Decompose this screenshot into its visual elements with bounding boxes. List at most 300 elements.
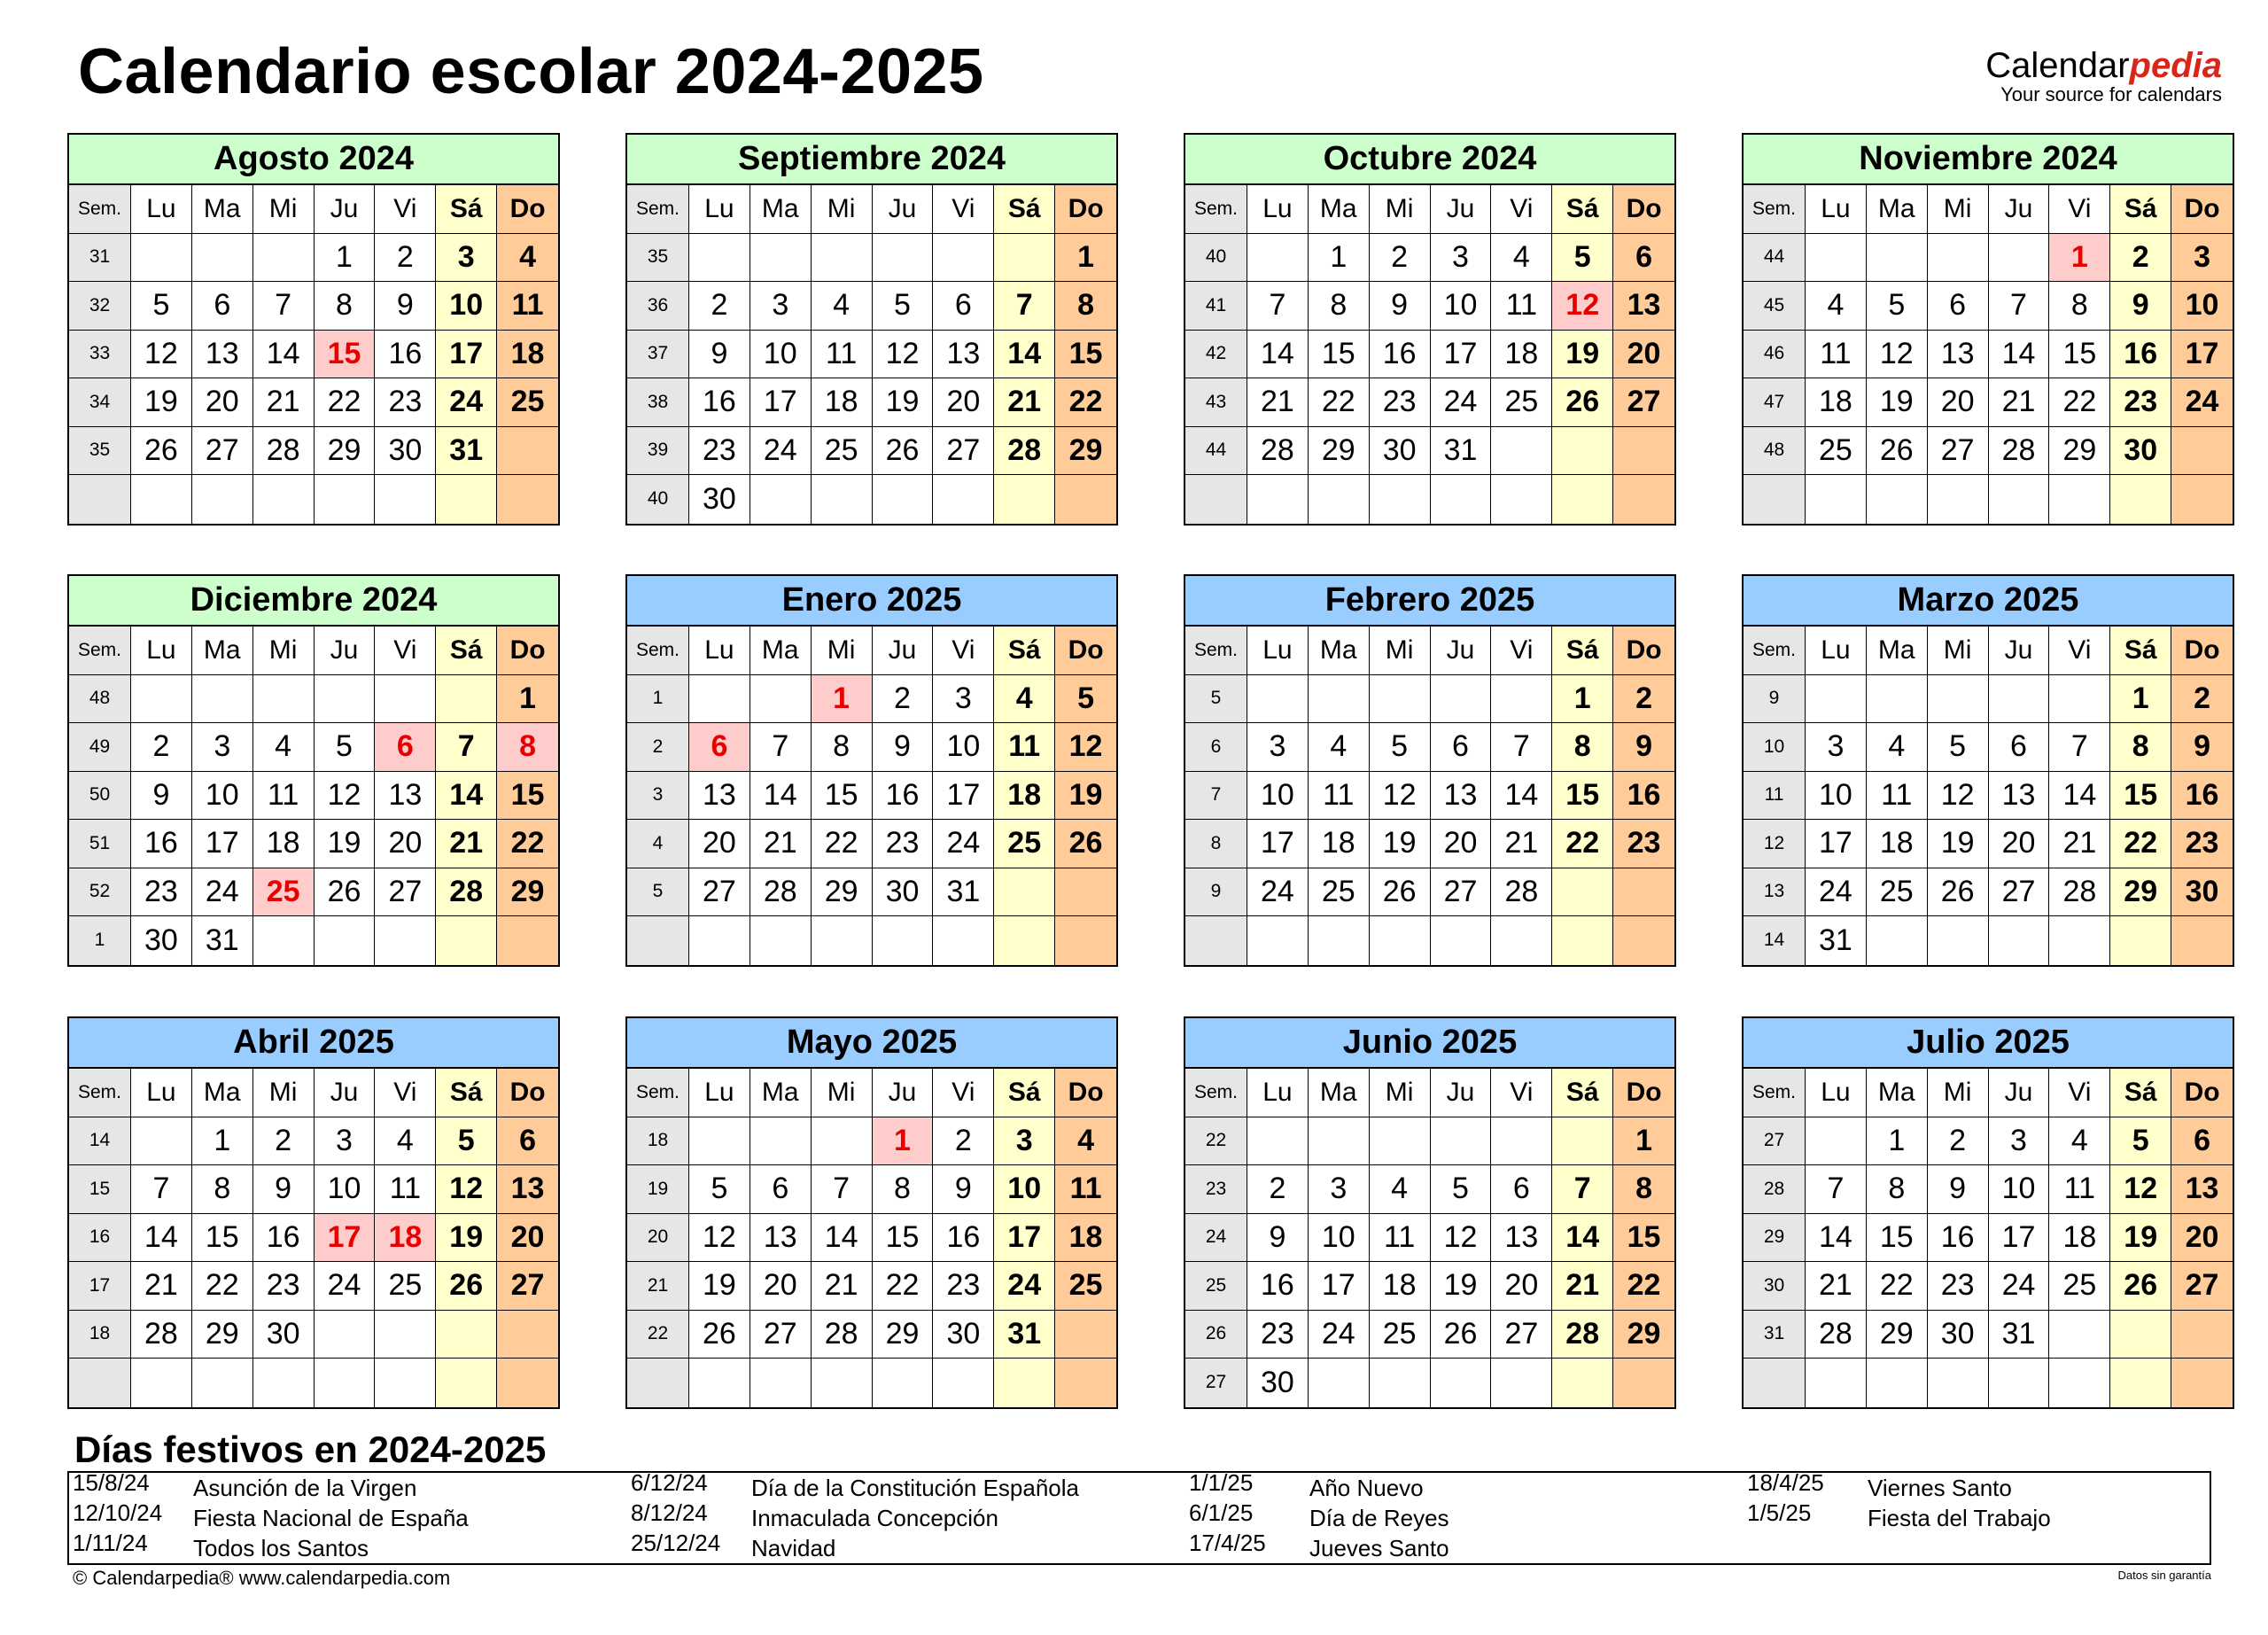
day-cell[interactable]: 6 [750,1165,812,1214]
day-cell[interactable]: 6 [192,282,253,331]
day-cell[interactable]: 20 [2171,1214,2233,1263]
day-cell[interactable]: 15 [812,772,873,821]
day-cell[interactable]: 8 [873,1165,934,1214]
day-cell[interactable]: 31 [933,868,994,917]
day-cell[interactable]: 14 [253,331,315,379]
day-cell[interactable]: 19 [436,1214,497,1263]
day-cell[interactable]: 29 [1613,1311,1674,1359]
day-cell[interactable]: 23 [933,1262,994,1311]
day-cell[interactable]: 22 [1867,1262,1928,1311]
day-cell[interactable]: 7 [253,282,315,331]
day-cell[interactable]: 28 [1247,427,1309,476]
day-cell[interactable]: 9 [2110,282,2171,331]
day-cell[interactable]: 28 [812,1311,873,1359]
day-cell[interactable]: 14 [1806,1214,1867,1263]
day-cell[interactable]: 21 [994,378,1055,427]
day-cell[interactable]: 17 [1431,331,1492,379]
day-cell[interactable]: 27 [689,868,750,917]
day-cell[interactable]: 9 [933,1165,994,1214]
day-cell[interactable]: 24 [315,1262,376,1311]
day-cell[interactable]: 14 [1552,1214,1613,1263]
day-cell[interactable]: 15 [1613,1214,1674,1263]
day-cell[interactable]: 26 [1867,427,1928,476]
day-cell[interactable]: 4 [1309,723,1370,772]
day-cell[interactable]: 30 [1247,1359,1309,1407]
holiday-day-cell[interactable]: 25 [253,868,315,917]
day-cell[interactable]: 7 [2049,723,2110,772]
day-cell[interactable]: 24 [2171,378,2233,427]
day-cell[interactable]: 20 [933,378,994,427]
day-cell[interactable]: 10 [750,331,812,379]
day-cell[interactable]: 7 [812,1165,873,1214]
day-cell[interactable]: 8 [2110,723,2171,772]
day-cell[interactable]: 25 [994,820,1055,868]
day-cell[interactable]: 23 [375,378,436,427]
day-cell[interactable]: 30 [2171,868,2233,917]
day-cell[interactable]: 8 [2049,282,2110,331]
day-cell[interactable]: 24 [750,427,812,476]
day-cell[interactable]: 30 [1370,427,1431,476]
day-cell[interactable]: 23 [1613,820,1674,868]
day-cell[interactable]: 25 [812,427,873,476]
day-cell[interactable]: 21 [1552,1262,1613,1311]
day-cell[interactable]: 5 [315,723,376,772]
day-cell[interactable]: 28 [994,427,1055,476]
day-cell[interactable]: 27 [1613,378,1674,427]
day-cell[interactable]: 17 [1309,1262,1370,1311]
day-cell[interactable]: 14 [131,1214,192,1263]
day-cell[interactable]: 1 [315,234,376,283]
day-cell[interactable]: 11 [375,1165,436,1214]
day-cell[interactable]: 19 [1928,820,1989,868]
day-cell[interactable]: 3 [933,675,994,724]
day-cell[interactable]: 29 [873,1311,934,1359]
day-cell[interactable]: 7 [1552,1165,1613,1214]
day-cell[interactable]: 26 [1552,378,1613,427]
holiday-day-cell[interactable]: 1 [812,675,873,724]
day-cell[interactable]: 3 [1989,1117,2050,1166]
day-cell[interactable]: 23 [1370,378,1431,427]
day-cell[interactable]: 24 [1806,868,1867,917]
day-cell[interactable]: 9 [1613,723,1674,772]
day-cell[interactable]: 9 [1247,1214,1309,1263]
footer-copyright[interactable]: © Calendarpedia® www.calendarpedia.com [73,1567,451,1589]
holiday-day-cell[interactable]: 18 [375,1214,436,1263]
day-cell[interactable]: 25 [1491,378,1552,427]
day-cell[interactable]: 14 [812,1214,873,1263]
day-cell[interactable]: 20 [192,378,253,427]
day-cell[interactable]: 5 [689,1165,750,1214]
day-cell[interactable]: 11 [497,282,558,331]
day-cell[interactable]: 3 [192,723,253,772]
day-cell[interactable]: 2 [1370,234,1431,283]
day-cell[interactable]: 14 [1247,331,1309,379]
day-cell[interactable]: 11 [1867,772,1928,821]
day-cell[interactable]: 21 [131,1262,192,1311]
day-cell[interactable]: 5 [1055,675,1116,724]
day-cell[interactable]: 2 [933,1117,994,1166]
day-cell[interactable]: 16 [1370,331,1431,379]
day-cell[interactable]: 13 [1431,772,1492,821]
holiday-day-cell[interactable]: 12 [1552,282,1613,331]
day-cell[interactable]: 14 [1989,331,2050,379]
day-cell[interactable]: 5 [1552,234,1613,283]
day-cell[interactable]: 15 [1055,331,1116,379]
day-cell[interactable]: 11 [253,772,315,821]
day-cell[interactable]: 24 [192,868,253,917]
day-cell[interactable]: 13 [375,772,436,821]
day-cell[interactable]: 11 [812,331,873,379]
day-cell[interactable]: 19 [873,378,934,427]
day-cell[interactable]: 12 [689,1214,750,1263]
day-cell[interactable]: 29 [2110,868,2171,917]
day-cell[interactable]: 9 [131,772,192,821]
day-cell[interactable]: 7 [1806,1165,1867,1214]
day-cell[interactable]: 29 [1309,427,1370,476]
day-cell[interactable]: 21 [436,820,497,868]
day-cell[interactable]: 1 [1552,675,1613,724]
holiday-day-cell[interactable]: 1 [873,1117,934,1166]
day-cell[interactable]: 23 [2171,820,2233,868]
holiday-day-cell[interactable]: 1 [2049,234,2110,283]
day-cell[interactable]: 25 [497,378,558,427]
day-cell[interactable]: 27 [2171,1262,2233,1311]
day-cell[interactable]: 7 [436,723,497,772]
day-cell[interactable]: 25 [2049,1262,2110,1311]
day-cell[interactable]: 1 [1055,234,1116,283]
day-cell[interactable]: 8 [315,282,376,331]
day-cell[interactable]: 21 [1491,820,1552,868]
day-cell[interactable]: 4 [812,282,873,331]
day-cell[interactable]: 5 [1867,282,1928,331]
day-cell[interactable]: 30 [131,916,192,965]
day-cell[interactable]: 13 [1491,1214,1552,1263]
day-cell[interactable]: 22 [192,1262,253,1311]
day-cell[interactable]: 16 [1928,1214,1989,1263]
day-cell[interactable]: 15 [1552,772,1613,821]
day-cell[interactable]: 17 [2171,331,2233,379]
day-cell[interactable]: 26 [131,427,192,476]
day-cell[interactable]: 21 [1247,378,1309,427]
day-cell[interactable]: 27 [933,427,994,476]
day-cell[interactable]: 28 [1552,1311,1613,1359]
day-cell[interactable]: 7 [1491,723,1552,772]
day-cell[interactable]: 18 [497,331,558,379]
day-cell[interactable]: 27 [750,1311,812,1359]
day-cell[interactable]: 24 [1247,868,1309,917]
day-cell[interactable]: 1 [497,675,558,724]
day-cell[interactable]: 2 [1247,1165,1309,1214]
day-cell[interactable]: 4 [994,675,1055,724]
day-cell[interactable]: 22 [1055,378,1116,427]
day-cell[interactable]: 21 [1989,378,2050,427]
day-cell[interactable]: 3 [2171,234,2233,283]
day-cell[interactable]: 19 [1370,820,1431,868]
day-cell[interactable]: 2 [131,723,192,772]
day-cell[interactable]: 19 [1552,331,1613,379]
day-cell[interactable]: 6 [1989,723,2050,772]
day-cell[interactable]: 29 [812,868,873,917]
day-cell[interactable]: 9 [689,331,750,379]
day-cell[interactable]: 11 [994,723,1055,772]
day-cell[interactable]: 4 [1491,234,1552,283]
day-cell[interactable]: 18 [1309,820,1370,868]
day-cell[interactable]: 12 [1370,772,1431,821]
day-cell[interactable]: 29 [315,427,376,476]
day-cell[interactable]: 16 [873,772,934,821]
day-cell[interactable]: 15 [1309,331,1370,379]
day-cell[interactable]: 26 [1370,868,1431,917]
day-cell[interactable]: 10 [1309,1214,1370,1263]
day-cell[interactable]: 20 [1989,820,2050,868]
day-cell[interactable]: 22 [1552,820,1613,868]
day-cell[interactable]: 12 [873,331,934,379]
day-cell[interactable]: 15 [497,772,558,821]
day-cell[interactable]: 23 [2110,378,2171,427]
day-cell[interactable]: 18 [994,772,1055,821]
day-cell[interactable]: 16 [1247,1262,1309,1311]
day-cell[interactable]: 26 [315,868,376,917]
day-cell[interactable]: 24 [933,820,994,868]
day-cell[interactable]: 10 [1806,772,1867,821]
day-cell[interactable]: 2 [2171,675,2233,724]
day-cell[interactable]: 10 [1247,772,1309,821]
day-cell[interactable]: 5 [1431,1165,1492,1214]
day-cell[interactable]: 17 [192,820,253,868]
day-cell[interactable]: 24 [994,1262,1055,1311]
day-cell[interactable]: 12 [315,772,376,821]
day-cell[interactable]: 21 [253,378,315,427]
day-cell[interactable]: 3 [315,1117,376,1166]
day-cell[interactable]: 28 [131,1311,192,1359]
day-cell[interactable]: 26 [2110,1262,2171,1311]
day-cell[interactable]: 20 [497,1214,558,1263]
day-cell[interactable]: 18 [1867,820,1928,868]
day-cell[interactable]: 4 [1370,1165,1431,1214]
day-cell[interactable]: 22 [2110,820,2171,868]
day-cell[interactable]: 27 [1491,1311,1552,1359]
day-cell[interactable]: 22 [1613,1262,1674,1311]
day-cell[interactable]: 19 [1055,772,1116,821]
day-cell[interactable]: 20 [1431,820,1492,868]
day-cell[interactable]: 25 [1806,427,1867,476]
day-cell[interactable]: 11 [1491,282,1552,331]
day-cell[interactable]: 31 [1989,1311,2050,1359]
day-cell[interactable]: 28 [2049,868,2110,917]
day-cell[interactable]: 29 [1867,1311,1928,1359]
holiday-day-cell[interactable]: 15 [315,331,376,379]
day-cell[interactable]: 30 [933,1311,994,1359]
day-cell[interactable]: 4 [1867,723,1928,772]
day-cell[interactable]: 28 [1989,427,2050,476]
day-cell[interactable]: 28 [750,868,812,917]
day-cell[interactable]: 21 [750,820,812,868]
day-cell[interactable]: 22 [812,820,873,868]
holiday-day-cell[interactable]: 17 [315,1214,376,1263]
day-cell[interactable]: 11 [1370,1214,1431,1263]
day-cell[interactable]: 16 [933,1214,994,1263]
day-cell[interactable]: 7 [994,282,1055,331]
day-cell[interactable]: 24 [436,378,497,427]
day-cell[interactable]: 30 [253,1311,315,1359]
day-cell[interactable]: 27 [375,868,436,917]
day-cell[interactable]: 18 [1055,1214,1116,1263]
day-cell[interactable]: 9 [873,723,934,772]
day-cell[interactable]: 16 [689,378,750,427]
day-cell[interactable]: 17 [994,1214,1055,1263]
day-cell[interactable]: 24 [1309,1311,1370,1359]
day-cell[interactable]: 13 [933,331,994,379]
day-cell[interactable]: 6 [497,1117,558,1166]
day-cell[interactable]: 3 [436,234,497,283]
day-cell[interactable]: 20 [1928,378,1989,427]
day-cell[interactable]: 13 [1613,282,1674,331]
day-cell[interactable]: 26 [1055,820,1116,868]
day-cell[interactable]: 8 [1055,282,1116,331]
day-cell[interactable]: 12 [1431,1214,1492,1263]
day-cell[interactable]: 2 [2110,234,2171,283]
day-cell[interactable]: 6 [933,282,994,331]
day-cell[interactable]: 18 [253,820,315,868]
day-cell[interactable]: 24 [1431,378,1492,427]
day-cell[interactable]: 19 [2110,1214,2171,1263]
day-cell[interactable]: 4 [1806,282,1867,331]
day-cell[interactable]: 18 [1491,331,1552,379]
day-cell[interactable]: 12 [1928,772,1989,821]
day-cell[interactable]: 8 [812,723,873,772]
day-cell[interactable]: 4 [497,234,558,283]
day-cell[interactable]: 13 [2171,1165,2233,1214]
day-cell[interactable]: 8 [1309,282,1370,331]
day-cell[interactable]: 28 [253,427,315,476]
day-cell[interactable]: 12 [436,1165,497,1214]
day-cell[interactable]: 6 [1431,723,1492,772]
day-cell[interactable]: 22 [315,378,376,427]
day-cell[interactable]: 29 [1055,427,1116,476]
day-cell[interactable]: 28 [436,868,497,917]
day-cell[interactable]: 11 [1309,772,1370,821]
day-cell[interactable]: 1 [1309,234,1370,283]
day-cell[interactable]: 22 [2049,378,2110,427]
day-cell[interactable]: 9 [253,1165,315,1214]
day-cell[interactable]: 10 [1989,1165,2050,1214]
day-cell[interactable]: 10 [933,723,994,772]
day-cell[interactable]: 1 [1867,1117,1928,1166]
day-cell[interactable]: 25 [1370,1311,1431,1359]
day-cell[interactable]: 31 [994,1311,1055,1359]
day-cell[interactable]: 19 [1867,378,1928,427]
day-cell[interactable]: 3 [1806,723,1867,772]
day-cell[interactable]: 14 [436,772,497,821]
day-cell[interactable]: 17 [1989,1214,2050,1263]
day-cell[interactable]: 10 [994,1165,1055,1214]
day-cell[interactable]: 19 [315,820,376,868]
day-cell[interactable]: 2 [375,234,436,283]
day-cell[interactable]: 20 [750,1262,812,1311]
day-cell[interactable]: 16 [2171,772,2233,821]
day-cell[interactable]: 15 [2049,331,2110,379]
day-cell[interactable]: 9 [375,282,436,331]
day-cell[interactable]: 8 [192,1165,253,1214]
day-cell[interactable]: 10 [192,772,253,821]
day-cell[interactable]: 26 [1928,868,1989,917]
day-cell[interactable]: 9 [2171,723,2233,772]
day-cell[interactable]: 20 [375,820,436,868]
day-cell[interactable]: 6 [1613,234,1674,283]
day-cell[interactable]: 27 [192,427,253,476]
day-cell[interactable]: 29 [2049,427,2110,476]
day-cell[interactable]: 9 [1370,282,1431,331]
day-cell[interactable]: 18 [2049,1214,2110,1263]
day-cell[interactable]: 17 [436,331,497,379]
day-cell[interactable]: 1 [1613,1117,1674,1166]
day-cell[interactable]: 16 [253,1214,315,1263]
holiday-day-cell[interactable]: 6 [375,723,436,772]
day-cell[interactable]: 12 [2110,1165,2171,1214]
day-cell[interactable]: 4 [1055,1117,1116,1166]
day-cell[interactable]: 8 [1867,1165,1928,1214]
day-cell[interactable]: 31 [192,916,253,965]
day-cell[interactable]: 12 [1867,331,1928,379]
day-cell[interactable]: 16 [2110,331,2171,379]
day-cell[interactable]: 25 [375,1262,436,1311]
day-cell[interactable]: 1 [192,1117,253,1166]
day-cell[interactable]: 19 [689,1262,750,1311]
day-cell[interactable]: 17 [933,772,994,821]
day-cell[interactable]: 5 [1370,723,1431,772]
day-cell[interactable]: 30 [1928,1311,1989,1359]
day-cell[interactable]: 18 [1806,378,1867,427]
day-cell[interactable]: 3 [1247,723,1309,772]
day-cell[interactable]: 13 [689,772,750,821]
day-cell[interactable]: 31 [1806,916,1867,965]
day-cell[interactable]: 27 [497,1262,558,1311]
day-cell[interactable]: 7 [1989,282,2050,331]
day-cell[interactable]: 27 [1989,868,2050,917]
day-cell[interactable]: 21 [1806,1262,1867,1311]
day-cell[interactable]: 23 [1247,1311,1309,1359]
day-cell[interactable]: 30 [375,427,436,476]
day-cell[interactable]: 30 [689,475,750,524]
holiday-day-cell[interactable]: 6 [689,723,750,772]
day-cell[interactable]: 28 [1806,1311,1867,1359]
day-cell[interactable]: 15 [2110,772,2171,821]
day-cell[interactable]: 22 [1309,378,1370,427]
day-cell[interactable]: 26 [436,1262,497,1311]
day-cell[interactable]: 13 [1928,331,1989,379]
day-cell[interactable]: 3 [1309,1165,1370,1214]
day-cell[interactable]: 24 [1989,1262,2050,1311]
day-cell[interactable]: 14 [994,331,1055,379]
day-cell[interactable]: 12 [131,331,192,379]
day-cell[interactable]: 8 [1552,723,1613,772]
day-cell[interactable]: 15 [192,1214,253,1263]
day-cell[interactable]: 23 [689,427,750,476]
day-cell[interactable]: 30 [873,868,934,917]
day-cell[interactable]: 26 [689,1311,750,1359]
day-cell[interactable]: 8 [1613,1165,1674,1214]
day-cell[interactable]: 7 [131,1165,192,1214]
day-cell[interactable]: 5 [1928,723,1989,772]
day-cell[interactable]: 14 [2049,772,2110,821]
day-cell[interactable]: 13 [497,1165,558,1214]
day-cell[interactable]: 19 [131,378,192,427]
day-cell[interactable]: 9 [1928,1165,1989,1214]
day-cell[interactable]: 29 [497,868,558,917]
day-cell[interactable]: 5 [2110,1117,2171,1166]
day-cell[interactable]: 20 [1491,1262,1552,1311]
day-cell[interactable]: 5 [131,282,192,331]
